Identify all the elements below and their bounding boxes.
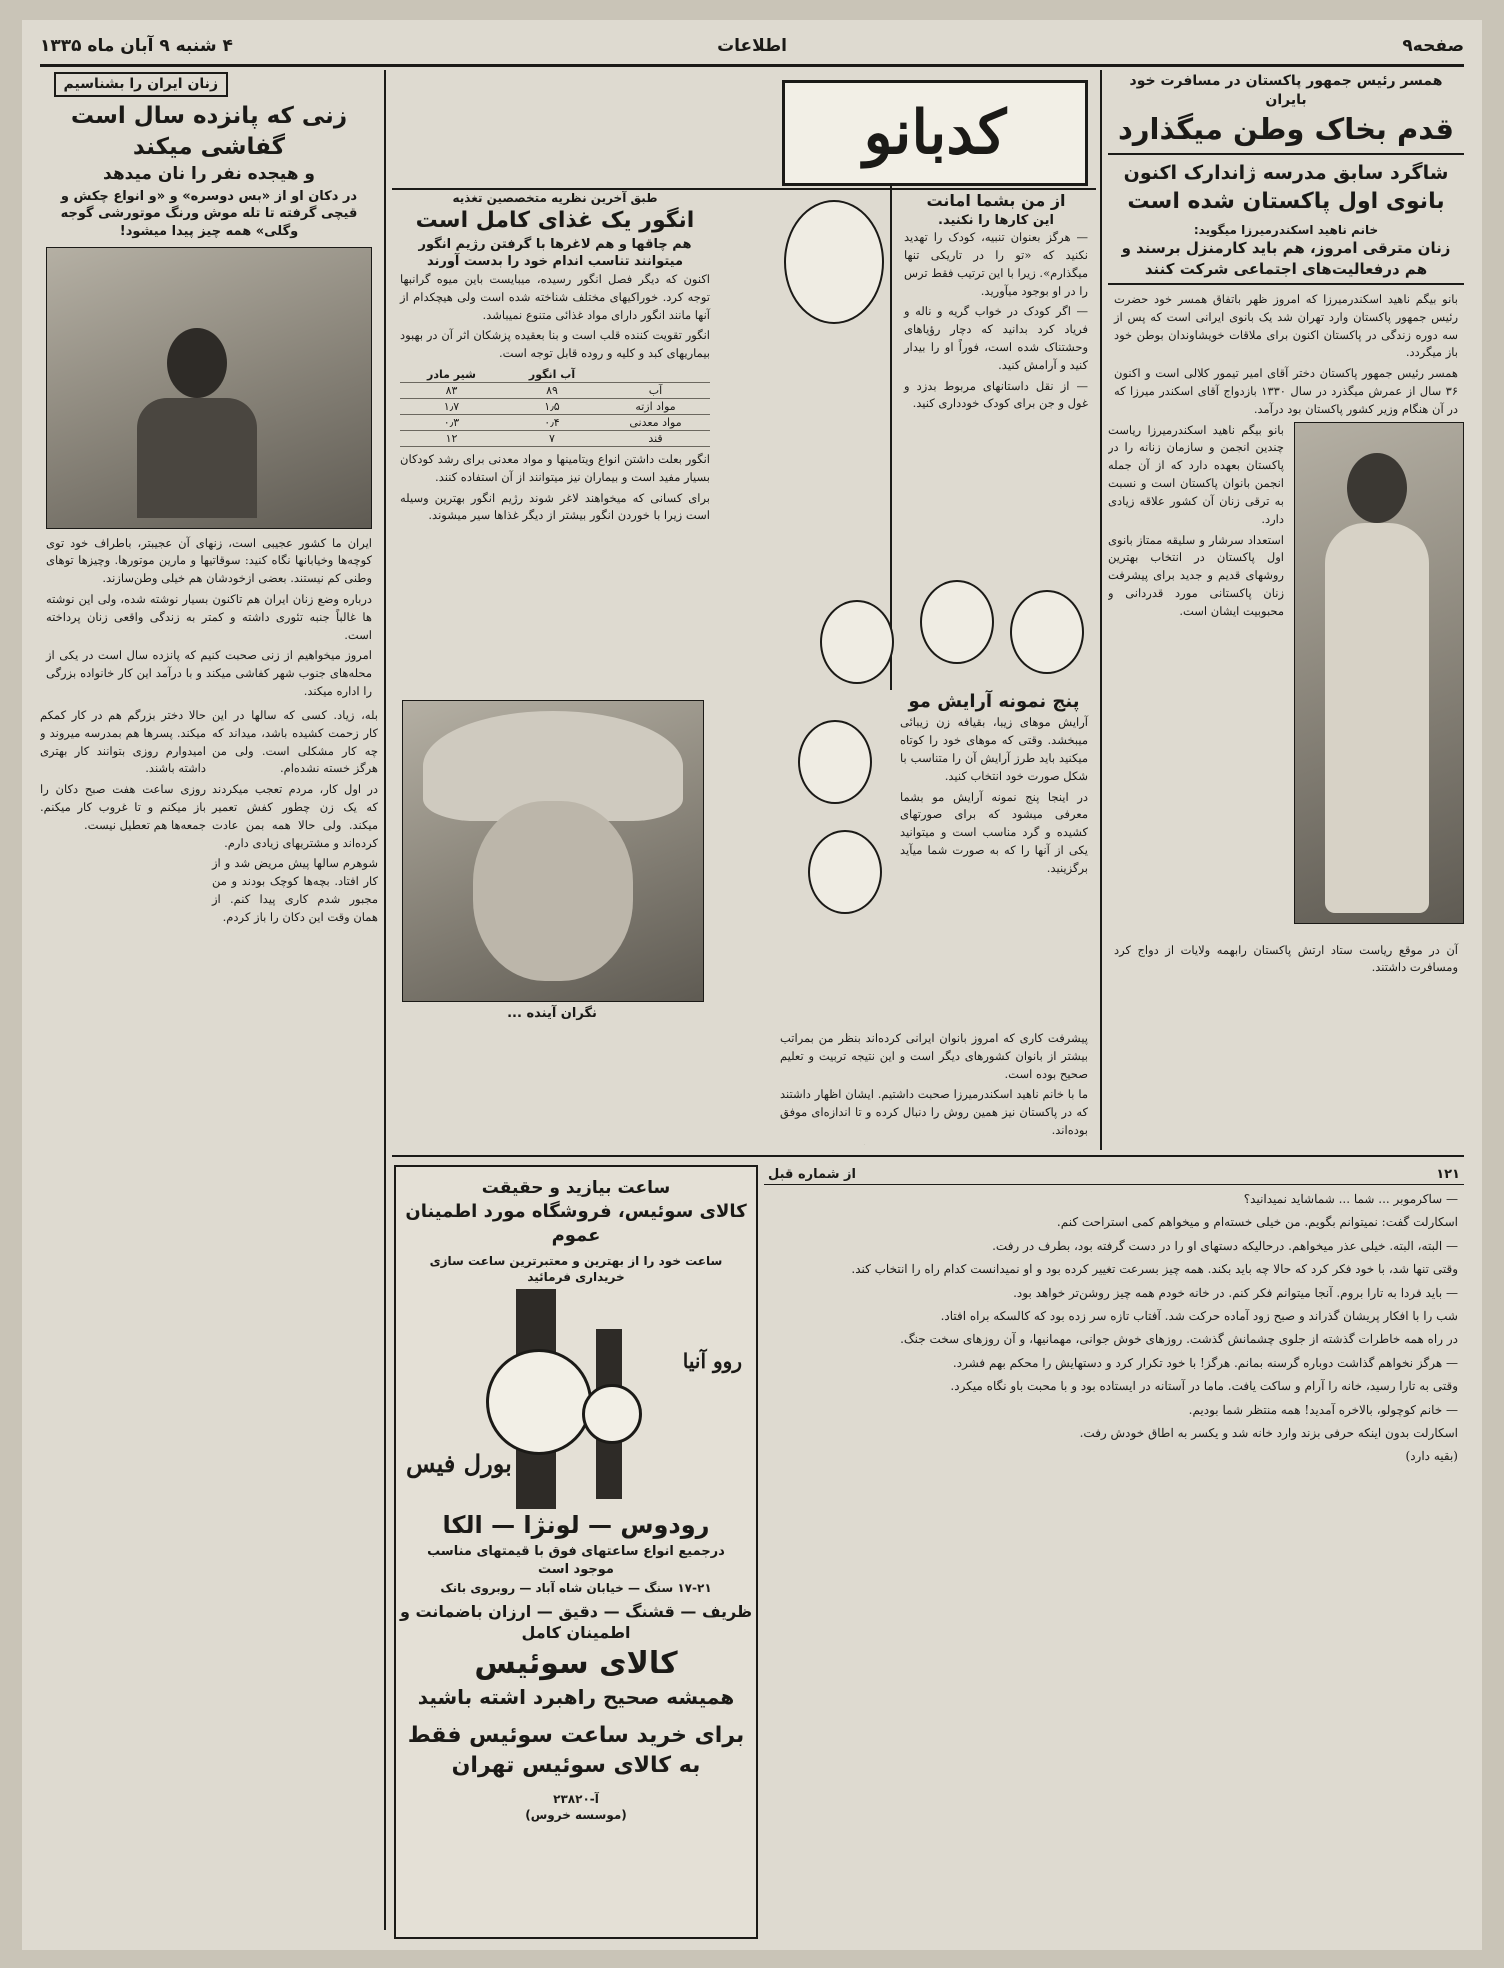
ad-slogan: همیشه صحیح راهبرد اشته باشید (417, 1685, 735, 1710)
ad-address: ۱۷-۲۱ سنگ — خیابان شاه آباد — روبروی بانک (440, 1581, 712, 1596)
section-label: زنان ایران را بشناسیم (54, 72, 228, 97)
paragraph: ما با خانم ناهید اسکندرمیرزا صحبت داشتیم. ایشان اظهار داشتند که در پاکستان نیز همین روش را دنبال کرده و تا اندازه‌ای موفق بوده‌اند. (780, 1087, 1088, 1138)
paragraph (780, 1143, 1088, 1145)
ad-line: ساعت بیازید و حقیقت (481, 1178, 671, 1198)
subhead: در دکان او از «بس دوسره» و «و انواع چکش و قیچی گرفته تا تله موش ورنگ موتورشی گوجه وگلی» همه چیز پیدا میشود! (60, 188, 358, 240)
first-lady-photo (1294, 422, 1464, 924)
hair-text (894, 690, 1094, 881)
tips-subtitle: این کارها را نکنید. (938, 212, 1054, 228)
article-body (40, 707, 206, 930)
hair-title: پنج نمونه آرایش مو (908, 691, 1080, 712)
paragraph: اسکارلت گفت: نمیتوانم بگویم. من خیلی خسته‌ام و میخواهم کمی استراحت کنم. (1056, 1215, 1458, 1230)
paragraph: بانو بیگم ناهید اسکندرمیرزا که امروز ظهر باتفاق همسر خود حضرت رئیس جمهور پاکستان وارد تهران شد یک بانوی ایرانی است که پس از سه دوره زندگی در پاکستان اکنون برای ملاقات خویشاوندان بوطن خود باز میگردد. (1114, 291, 1458, 360)
article-first-lady (1108, 72, 1464, 1144)
serial-body (770, 1189, 1458, 1467)
watch-illustration (396, 1289, 756, 1509)
paragraph: — از نقل داستانهای مربوط بدزد و غول و جن برای کودک خودداری کنید. (904, 378, 1088, 411)
figure-head (1347, 453, 1407, 523)
article-body (1114, 942, 1458, 978)
figure-body (137, 398, 257, 518)
table-cell: ۰٫۴ (503, 415, 601, 431)
paragraph: حالا دختر بزرگم هم در کار کمکم میکند. پسرها هم بمدرسه میروند و امیدوارم روزی بتوانند کار بهتری داشته باشند. (40, 707, 206, 776)
column-rule (1100, 70, 1102, 1150)
paragraph: — خانم کوچولو، بالاخره آمدید! همه منتظر شما بودیم. (1188, 1402, 1458, 1417)
page-number: صفحه۹ (1402, 36, 1464, 56)
paragraph: در اول کار، مردم تعجب میکردند که یک زن چطور کفش تعمیر میکند. ولی حالا همه بمن عادت کرده‌اند و مشتریهای زیادی دارم. (212, 782, 378, 850)
newspaper-name: اطلاعات (717, 36, 787, 56)
table-cell: ۸۳ (400, 383, 503, 399)
subhead: و هیجده نفر را نان میدهد (103, 163, 315, 184)
paragraph: روزی ساعت هفت صبح دکان را باز میکنم و تا غروب کار میکنم. جمعه‌ها هم تعطیل نیست. (40, 782, 206, 832)
table-header-cell: آب انگور (503, 367, 601, 383)
brand-name: روو آنیا (682, 1348, 742, 1373)
kicker: طبق آخرین نظریه متخصصین تغذیه (452, 191, 658, 205)
serial-story (764, 1165, 1464, 1935)
hairstyle-sketch (820, 600, 894, 684)
hairstyle-sketch (808, 830, 882, 914)
tips-title: از من بشما امانت (926, 191, 1066, 210)
woman-sketch (784, 200, 884, 324)
logo-text: کدبانو (863, 98, 1007, 168)
article-body (1114, 291, 1458, 419)
watch-small (582, 1384, 642, 1444)
kadbanu-logo (782, 80, 1088, 186)
article-female-cobbler (40, 72, 378, 1934)
article-body (400, 271, 710, 363)
paragraph: استعداد سرشار و سلیقه ممتاز بانوی اول پاکستان در انتخاب بهترین روشهای قدیم و جدید برای پیشرفت زنان پاکستانی مورد قدردانی و محبوبیت ایشان است. (1108, 532, 1284, 618)
paragraph: (بقیه دارد) (1405, 1449, 1458, 1464)
article-continuation (774, 1030, 1094, 1145)
watch-large (486, 1349, 592, 1455)
paragraph: پیشرفت کاری که امروز بانوان ایرانی کرده‌اند بنظر من بمراتب بیشتر از بانوان کشورهای دیگر است و این نتیجه تربیت و تعلیم صحیح بوده است. (780, 1031, 1088, 1081)
cobbler-photo (46, 247, 372, 529)
headline: زنی که پانزده سال است گفاشی میکند (70, 102, 348, 160)
paragraph: ایران ما کشور عجیبی است، زنهای آن عجیبتر، باطراف خود توی کوچه‌ها وخیابانها نگاه کنید: سوقاتیها و مارین موتورها. وچیزها توهای وطنی کم نیستند. بعضی ازخودشان هم خیلی وطن‌سازند. (46, 535, 372, 586)
paragraph: شب را با افکار پریشان گذراند و صبح زود آماده حرکت شد. آفتاب تازه سر زده بود که کالسکه براه افتاد. (940, 1308, 1458, 1323)
article-body (46, 535, 372, 701)
nutrition-table (400, 367, 710, 447)
tips-body (904, 229, 1088, 413)
headline: انگور یک غذای کامل است (415, 208, 695, 234)
article-body (1108, 422, 1284, 624)
figure-dress (1325, 523, 1429, 913)
subhead: هم چاقها و هم لاغرها با گرفتن رژیم انگور میتوانند تناسب اندام خود را بدست آورند (418, 236, 692, 270)
issue-date: ۴ شنبه ۹ آبان ماه ۱۳۳۵ (40, 36, 233, 56)
paragraph: — هرگز نخواهم گذاشت دوباره گرسنه بمانم. هرگز! با خود تکرار کرد و دستهایش را محکم بهم فشرد. (952, 1355, 1458, 1370)
paragraph: درباره وضع زنان ایران هم تاکنون بسیار نوشته شده، ولی این نوشته ها غالباً جنبه تئوری داشته و کمتر به زندگی واقعی زنان پرداخته است. (46, 592, 372, 642)
paragraph: همسر رئیس جمهور پاکستان دختر آقای امیر تیمور کلالی است و اکنون ۳۶ سال از عمرش میگذرد در سال ۱۳۳۰ بازدواج آقای اسکندر میرزا که در آن هنگام وزیر کشور پاکستان بود درآمد. (1114, 366, 1458, 416)
paragraph: — باید فردا به تارا بروم. آنجا میتوانم فکر کنم. در خانه خودم همه چیز روشن‌تر خواهد بود. (1013, 1285, 1458, 1300)
paragraph: آن در موقع ریاست ستاد ارتش پاکستان رابهمه ولایات از دواج کرد ومسافرت داشتند. (1114, 942, 1458, 975)
ad-cta: برای خرید ساعت سوئیس فقط به کالای سوئیس تهران (407, 1723, 745, 1778)
paragraph: وقتی تنها شد، با خود فکر کرد که حالا چه باید بکند. همه چیز بسرعت تغییر کرده بود و او نمیدانست کدام راه را انتخاب کند. (851, 1262, 1458, 1277)
quote: زنان مترقی امروز، هم باید کارمنزل برسند و هم درفعالیت‌های اجتماعی شرکت کنند (1108, 238, 1464, 285)
ad-footer: (موسسه خروس) (525, 1807, 627, 1822)
paragraph: — ساکرموبر ... شما ... شماشاید نمیدانید؟ (1243, 1192, 1458, 1206)
section-rule (392, 1155, 1464, 1157)
headline: قدم بخاک وطن میگذارد (1108, 110, 1464, 155)
table-header-row (400, 367, 710, 383)
table-cell: مواد ازته (601, 399, 710, 415)
hairstyle-sketch (920, 580, 994, 664)
article-body (212, 707, 378, 930)
paragraph: اکنون که دیگر فصل انگور رسیده، میبایست باین میوه گرانبها توجه کرد. خوراکیهای مختلف شناخته شده است ولی هیچکدام از آنها مانند انگور دارای مواد غذائی متنوع نمیباشد. (400, 271, 710, 322)
photo-caption: نگران آینده ... (507, 1006, 597, 1021)
paragraph: انگور بعلت داشتن انواع ویتامینها و مواد معدنی برای رشد کودکان بسیار مفید است و بیماران نیز میتوانند از آن استفاده کنند. (400, 452, 710, 484)
table-row (400, 431, 710, 447)
ad-code: آ-۲۳۸۲۰ (553, 1791, 599, 1806)
paragraph: شوهرم سالها پیش مریض شد و از کار افتاد. بچه‌ها کوچک بودند و من مجبور شدم کاری پیدا کنم. از همان وقت این دکان را باز کردم. (212, 856, 378, 924)
brands-list: رودوس — لونژا — الکا (442, 1510, 710, 1539)
table-row (400, 399, 710, 415)
serial-header (764, 1165, 1464, 1185)
table-cell: ۷ (503, 431, 601, 447)
paragraph: — البته، البته. خیلی عذر میخواهم. درحالیکه دستهای او را در دست گرفته بود، بطرف در رفت. (992, 1238, 1458, 1253)
table-cell: ۱۲ (400, 431, 503, 447)
article-body (400, 451, 710, 525)
table-cell: ۰٫۳ (400, 415, 503, 431)
table-row (400, 383, 710, 399)
table-cell: آب (601, 383, 710, 399)
table-cell: ۸۹ (503, 383, 601, 399)
paragraph: اسکارلت بدون اینکه حرفی بزند وارد خانه شد و یکسر به اطاق خودش رفت. (1079, 1425, 1458, 1440)
ad-line: کالای سوئیس، فروشگاه مورد اطمینان عموم (405, 1200, 747, 1247)
table-cell: ۱٫۵ (503, 399, 601, 415)
ad-quality: ظریف — قشنگ — دقیق — ارزان باضمانت و اطمینان کامل (399, 1601, 753, 1643)
paragraph: — هرگز بعنوان تنبیه، کودک را تهدید نکنید که «تو را در تاریکی تنها میگذارم». زیرا با این ترتیب فقط ترس را در او بوجود میآورید. (904, 230, 1088, 298)
paragraph: — اگر کودک در خواب گریه و ناله و فریاد کرد بدانید که دچار رؤیاهای وحشتناک شده است، فوراً او را بیدار کنید و آرامش کنید. (904, 304, 1088, 372)
table-cell: قند (601, 431, 710, 447)
paragraph: بله، زیاد. کسی که سالها در این کار زحمت کشیده باشد، میداند که چه کار مشکلی است. ولی من هرگز خسته نشده‌ام. (212, 707, 378, 776)
table-cell: ۱٫۷ (400, 399, 503, 415)
article-grapes (394, 190, 716, 690)
table-header-cell (601, 367, 710, 383)
page-header (40, 30, 1464, 67)
baby-face (473, 801, 633, 981)
subhead: بانوی اول پاکستان شده است (1127, 188, 1445, 214)
table-header-cell: شیر مادر (400, 367, 503, 383)
quote-intro: خانم ناهید اسکندرمیرزا میگوید: (1193, 223, 1379, 238)
serial-label: از شماره قبل (768, 1167, 856, 1182)
hairstyle-sketch (798, 720, 872, 804)
hair-body (900, 714, 1088, 877)
shop-name: کالای سوئیس (474, 1645, 678, 1681)
kicker: همسر رئیس جمهور پاکستان در مسافرت خود بایران (1129, 73, 1443, 108)
paragraph: امروز میخواهیم از زنی صحبت کنیم که پانزده سال است در یکی از محله‌های جنوب شهر کفاشی میکند و با درآمد این کار خانواده بزرگی را اداره میکند. (46, 648, 372, 699)
newspaper-page (22, 20, 1482, 1950)
swiss-watch-ad (394, 1165, 758, 1939)
article-body (780, 1030, 1088, 1145)
photo-row (1108, 422, 1464, 942)
paragraph: در اینجا پنج نمونه آرایش مو بشما معرفی میشود که برای صورتهای کشیده و گرد مناسب است و میتوانید یکی از آنها را که به صورت شما میآید برگزینید. (900, 789, 1088, 875)
hairstyle-sketch (1010, 590, 1084, 674)
baby-photo (402, 700, 704, 1002)
figure-head (167, 328, 227, 398)
serial-number: ۱۲۱ (1436, 1167, 1460, 1182)
article-hairstyles (788, 580, 1094, 1020)
table-row (400, 415, 710, 431)
column-rule (384, 70, 386, 1930)
brand-name: بورل فیس (406, 1448, 512, 1478)
two-column-body (40, 707, 378, 930)
paragraph: برای کسانی که میخواهند لاغر شوند رژیم انگور بهترین وسیله است زیرا با خوردن انگور بیشتر از دیگر غذاها سیر میشوند. (400, 490, 710, 523)
paragraph: بانو بیگم ناهید اسکندرمیرزا ریاست چندین انجمن و سازمان زنانه را در پاکستان بعهده دارد که از آن جمله انجمن بانوان پاکستان است و نسبت به ترقی زنان آن کشور علاقه زیادی دارد. (1108, 422, 1284, 526)
paragraph: در راه همه خاطرات گذشته از جلوی چشمانش گذشت. روزهای خوش جوانی، مهمانیها، و آن روزهای سخت جنگ. (900, 1332, 1458, 1347)
table-cell: مواد معدنی (601, 415, 710, 431)
ad-note: درجمیع انواع ساعتهای فوق با قیمتهای مناسب موجود است (427, 1544, 725, 1577)
paragraph: انگور تقویت کننده قلب است و بنا بعقیده پزشکان اثر آن در بهبود بیماریهای کبد و کلیه و روده قابل توجه است. (400, 328, 710, 361)
subhead: شاگرد سابق مدرسه ژاندارک اکنون (1123, 161, 1449, 184)
paragraph: وقتی به تارا رسید، خانه را آرام و ساکت یافت. ماما در آستانه در ایستاده بود و با محبت باو نگاه میکرد. (950, 1379, 1458, 1394)
ad-line: ساعت خود را از بهترین و معتبرترین ساعت سازی خریداری فرمائید (429, 1253, 723, 1284)
paragraph: آرایش موهای زیبا، بقیافه زن زیبائی میبخشد. وقتی که موهای خود را کوتاه میکنید باید طرز آرایش آن را متناسب با شکل صورت خود انتخاب کنید. (900, 715, 1088, 783)
